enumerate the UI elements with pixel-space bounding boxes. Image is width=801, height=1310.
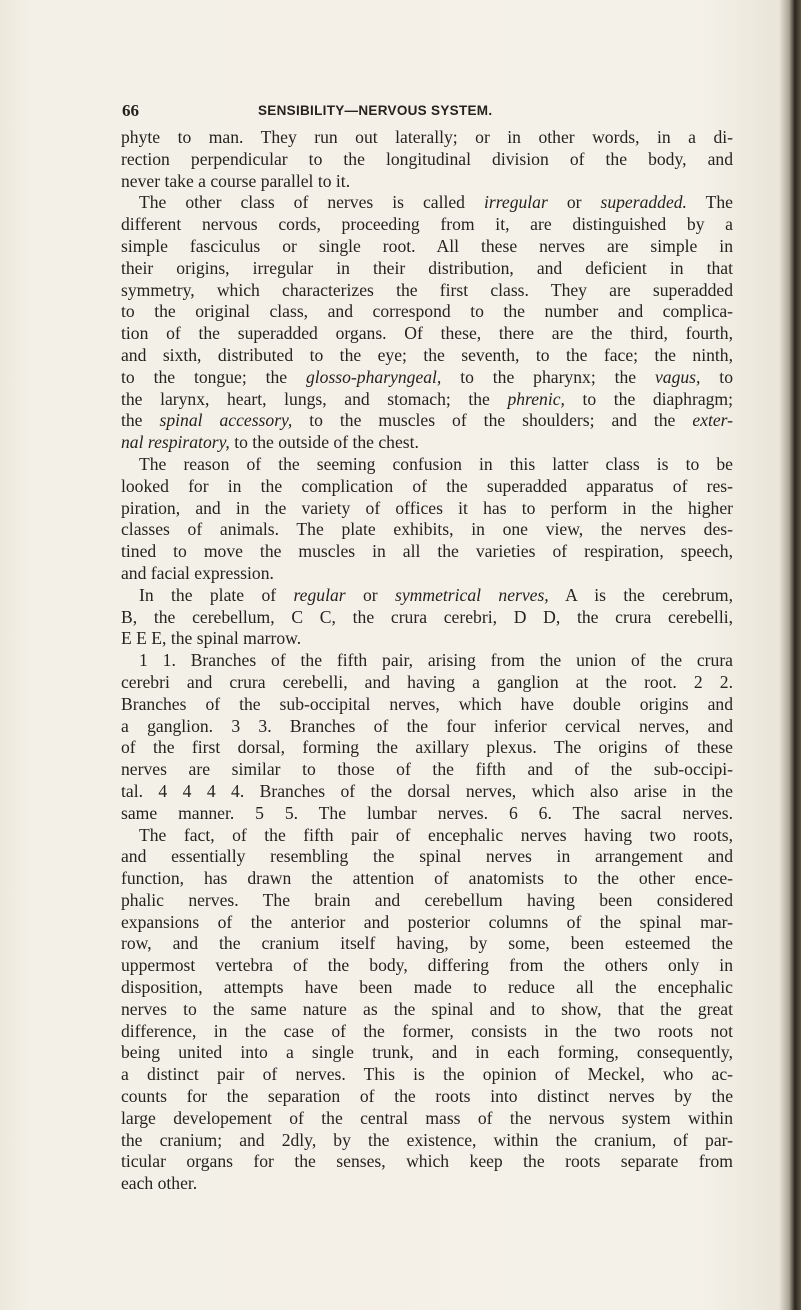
running-head: SENSIBILITY—NERVOUS SYSTEM. (258, 103, 493, 118)
text-line: and sixth, distributed to the eye; the seventh, to the face; the ninth, (121, 344, 733, 365)
text-line: phalic nerves. The brain and cerebellum having been considered (121, 889, 733, 910)
text-line: phyte to man. They run out laterally; or in other words, in a di- (121, 127, 733, 147)
text-line: same manner. 5 5. The lumbar nerves. 6 6. The sacral nerves. (121, 802, 733, 823)
text-line: the spinal accessory, to the muscles of the shoulders; and the exter- (121, 410, 733, 431)
text-line: looked for in the complication of the superadded apparatus of res- (121, 475, 733, 496)
text-line: ticular organs for the senses, which keep the roots separate from (121, 1151, 733, 1172)
page-header (122, 101, 732, 125)
text-line: row, and the cranium itself having, by some, been esteemed the (121, 933, 733, 954)
text-line: to the tongue; the glosso-pharyngeal, to the pharynx; the vagus, to (121, 366, 733, 387)
page-edge-shadow (779, 0, 801, 1310)
text-line: being united into a single trunk, and in each forming, consequently, (121, 1042, 733, 1063)
text-line: their origins, irregular in their distribution, and deficient in that (121, 257, 733, 278)
text-line: counts for the separation of the roots into distinct nerves by the (121, 1086, 733, 1107)
text-line: uppermost vertebra of the body, differing from the others only in (121, 955, 733, 976)
text-line: of the first dorsal, forming the axillary plexus. The origins of these (121, 737, 733, 758)
text-line: the larynx, heart, lungs, and stomach; the phrenic, to the diaphragm; (121, 388, 733, 409)
text-line: function, has drawn the attention of anatomists to the other ence- (121, 868, 733, 889)
text-line: disposition, attempts have been made to reduce all the encephalic (121, 977, 733, 998)
text-line: The fact, of the fifth pair of encephalic nerves having two roots, (139, 824, 733, 845)
text-line: nerves to the same nature as the spinal and to show, that the great (121, 998, 733, 1019)
text-line: difference, in the case of the former, consists in the two roots not (121, 1020, 733, 1041)
page-number: 66 (122, 101, 139, 120)
text-line: symmetry, which characterizes the first class. They are superadded (121, 279, 733, 300)
text-line: tal. 4 4 4 4. Branches of the dorsal nerves, which also arise in the (121, 780, 733, 801)
text-line: In the plate of regular or symmetrical nerves, A is the cerebrum, (139, 584, 734, 605)
text-line: B, the cerebellum, C C, the crura cerebri, D D, the crura cerebelli, (121, 606, 733, 627)
text-line: expansions of the anterior and posterior columns of the spinal mar- (121, 911, 733, 932)
text-line: large developement of the central mass of the nervous system within (121, 1107, 733, 1128)
text-line: cerebri and crura cerebelli, and having a ganglion at the root. 2 2. (121, 671, 733, 692)
text-line: The other class of nerves is called irregular or superadded. The (139, 192, 733, 213)
text-line: classes of animals. The plate exhibits, in one view, the nerves des- (121, 519, 733, 540)
text-line: never take a course parallel to it. (121, 170, 351, 191)
body-text (121, 127, 733, 1195)
text-line: and facial expression. (121, 562, 274, 583)
text-line: piration, and in the variety of offices it has to perform in the higher (121, 497, 733, 518)
text-line: a distinct pair of nerves. This is the opinion of Meckel, who ac- (121, 1064, 733, 1085)
text-line: and essentially resembling the spinal nerves in arrangement and (121, 846, 733, 867)
text-line: E E E, the spinal marrow. (121, 628, 302, 649)
text-line: a ganglion. 3 3. Branches of the four inferior cervical nerves, and (121, 715, 733, 736)
text-line: the cranium; and 2dly, by the existence, within the cranium, of par- (121, 1129, 733, 1150)
text-line: different nervous cords, proceeding from it, are distinguished by a (121, 214, 733, 235)
text-line: tion of the superadded organs. Of these, there are the third, fourth, (121, 323, 733, 344)
text-line: tined to move the muscles in all the varieties of respiration, speech, (121, 541, 733, 562)
text-line: The reason of the seeming confusion in this latter class is to be (139, 453, 733, 474)
text-line: each other. (121, 1173, 198, 1194)
text-line: rection perpendicular to the longitudinal division of the body, and (121, 148, 733, 169)
text-line: nal respiratory, to the outside of the chest. (121, 432, 419, 453)
text-line: nerves are similar to those of the fifth and of the sub-occipi- (121, 759, 733, 780)
text-line: Branches of the sub-occipital nerves, which have double origins and (121, 693, 733, 714)
text-line: simple fasciculus or single root. All these nerves are simple in (121, 235, 733, 256)
text-line: 1 1. Branches of the fifth pair, arising from the union of the crura (139, 650, 733, 671)
text-line: to the original class, and correspond to the number and complica- (121, 301, 733, 322)
